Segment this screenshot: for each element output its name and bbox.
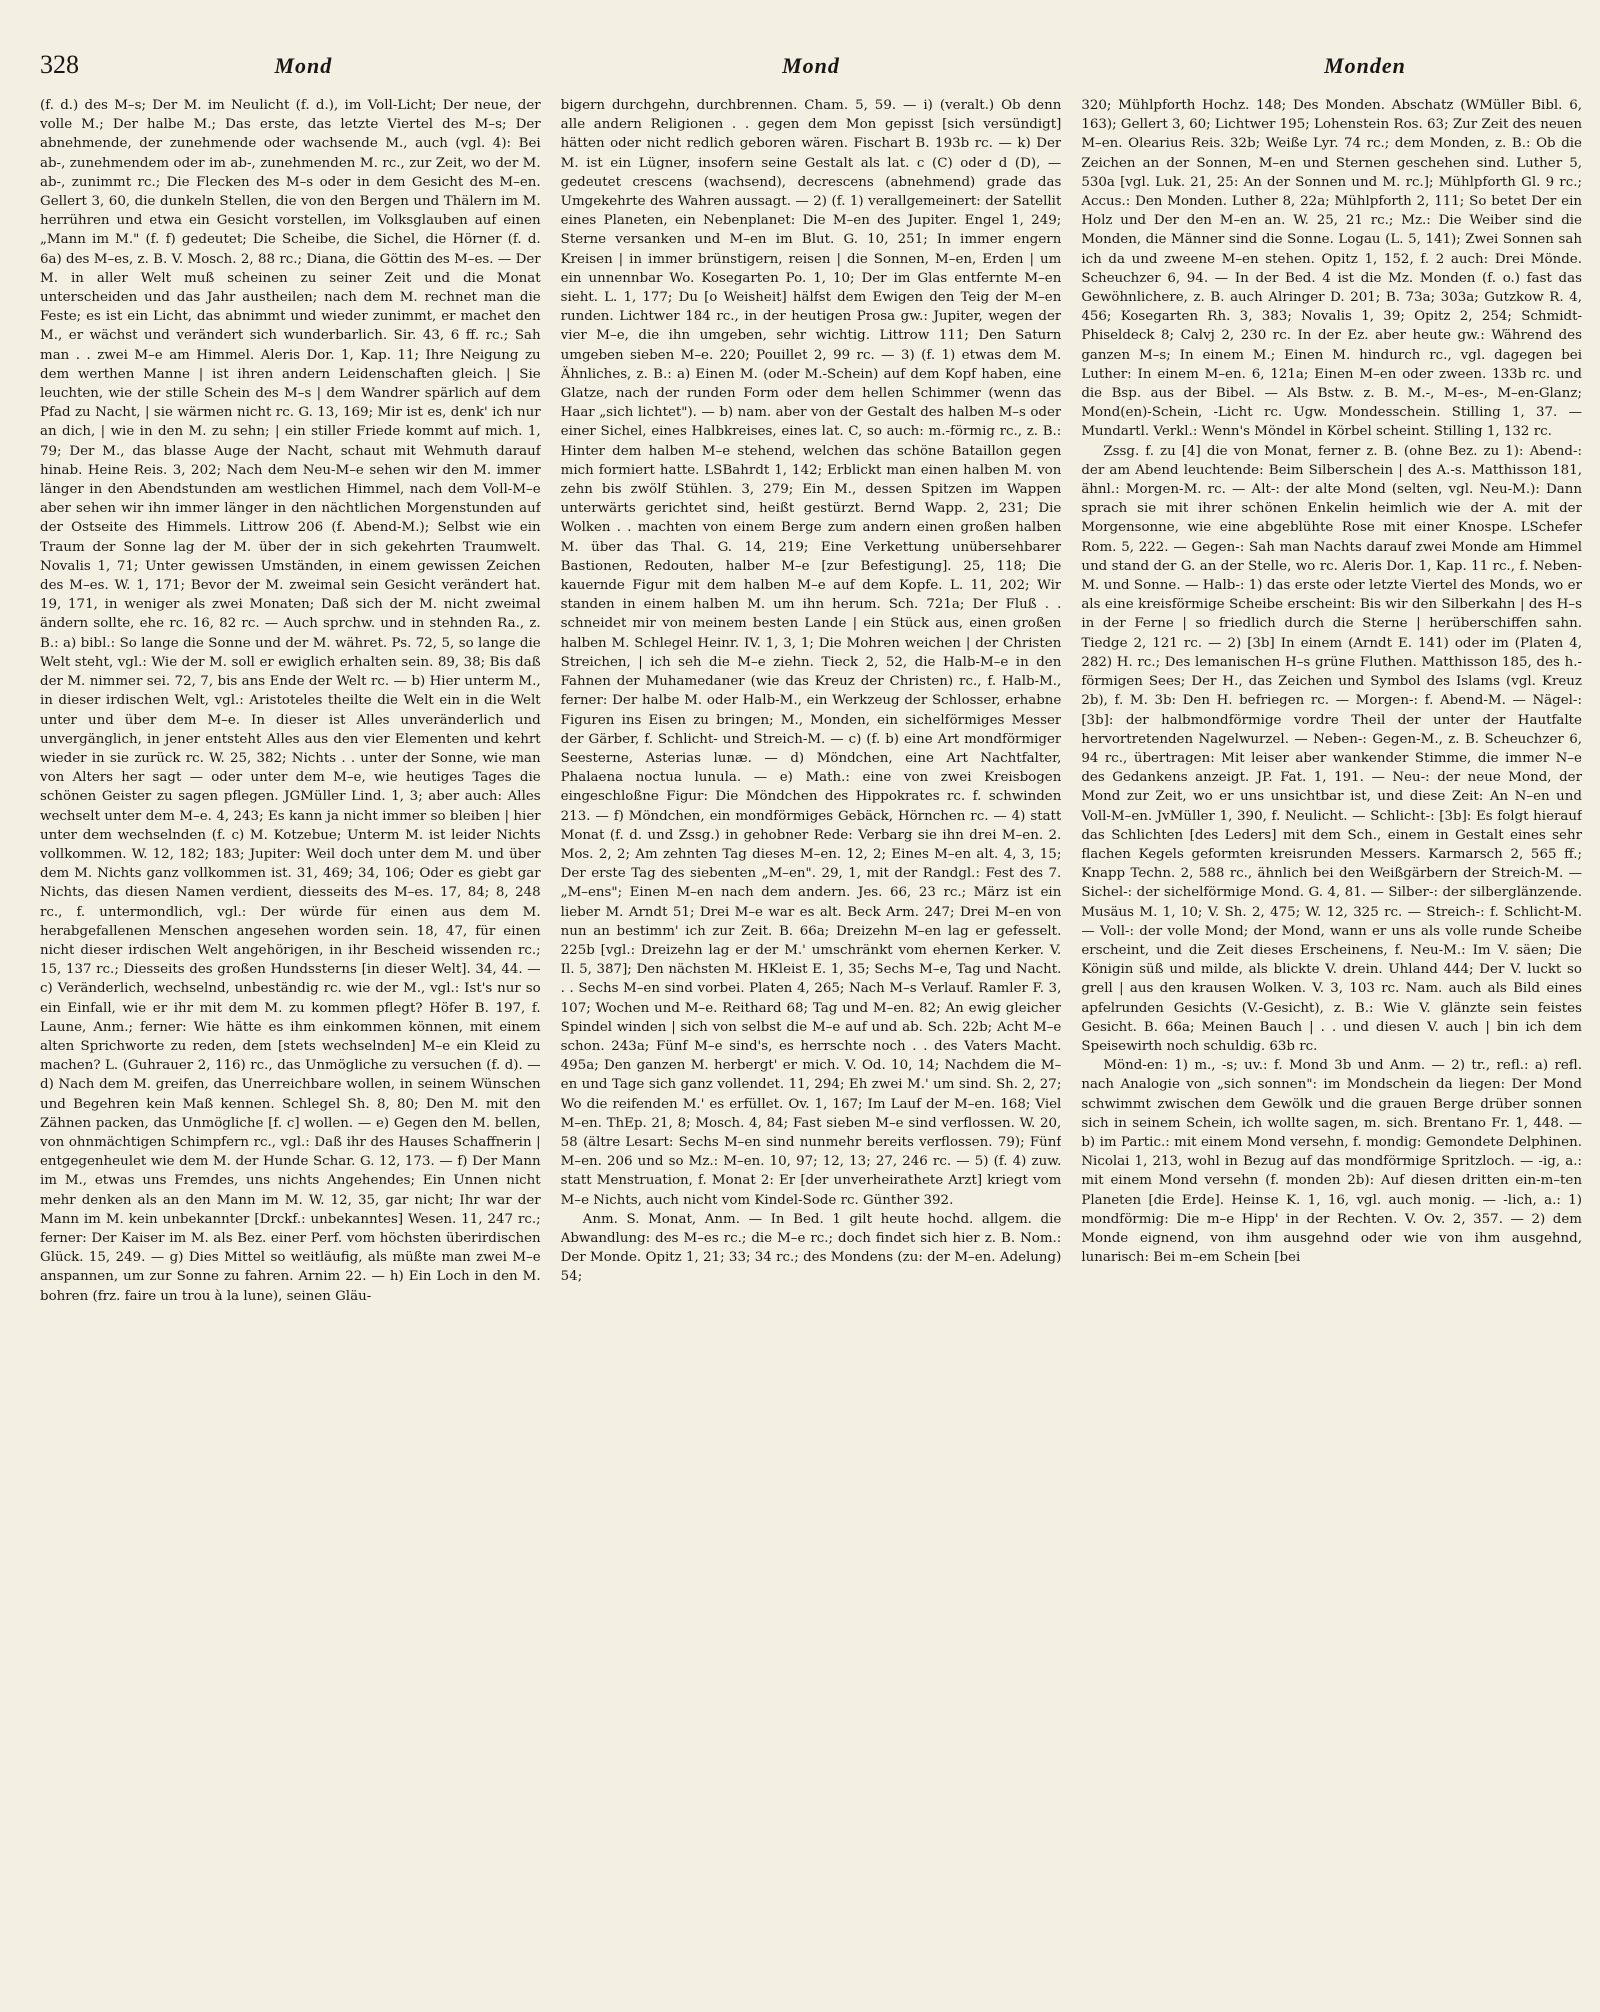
page-number: 328	[40, 50, 79, 79]
column-middle	[561, 96, 1062, 1996]
column-right	[1081, 96, 1582, 1996]
column-paragraph: 320; Mühlpforth Hochz. 148; Des Monden. Abschatz (WMüller Bibl. 6, 163); Gellert 3, 60; Lichtwer 195; Lohenstein Ros. 63; Zur Zeit des neuen M–en. Olearius Reis. 32b; Weiße Lyr. 74 rc.; dem Monden, z. B.: Ob die Zeichen an der Sonnen, M–en und Sternen geschehen sind. Luther 5, 530a [vgl. Luk. 21, 25: An der Sonnen und M. rc.]; Mühlpforth Gl. 9 rc.; Accus.: Den Monden. Luther 8, 22a; Mühlpforth 2, 111; So betet Der ein Holz und Der den M–en an. W. 25, 21 rc.; Mz.: Die Weiber sind die Monden, die Männer sind die Sonne. Logau (L. 5, 141); Zwei Sonnen sah ich da und zweene M–en stehen. Opitz 1, 152, f. 2 auch: Drei Mönde. Scheuchzer 6, 94. — In der Bed. 4 ist die Mz. Monden (f. o.) fast das Gewöhnlichere, z. B. auch Alringer D. 201; B. 73a; 303a; Gutzkow R. 4, 456; Kosegarten Rh. 3, 383; Novalis 1, 39; Opitz 2, 254; Schmidt-Phiseldeck 8; Calvj 2, 230 rc. In der Ez. aber heute gw.: Während des ganzen M–s; In einem M.; Einen M. hindurch rc., vgl. dagegen bei Luther: In einem M–en. 6, 121a; Einen M–en oder zween. 133b rc. und die Bsp. aus der Bibel. — Als Bstw. z. B. M.-, M–es-, M–en-Glanz; Mond(en)-Schein, -Licht rc. Ugw. Mondesschein. Stilling 1, 37. — Mundartl. Verkl.: Wenn's Möndel in Körbel scheint. Stilling 1, 132 rc.	[1081, 98, 1582, 440]
running-header	[40, 50, 1582, 96]
headword-right: Monden	[1324, 53, 1406, 78]
column-paragraph: (f. d.) des M–s; Der M. im Neulicht (f. d.), im Voll-Licht; Der neue, der volle M.; Der halbe M.; Das erste, das letzte Viertel des M–s; Der abnehmende, der zunehmende oder wachsende M., auch (vgl. 4): Bei ab-, zunehmendem oder im ab-, zunehmenden M. rc., zur Zeit, wo der M. ab-, zunimmt rc.; Die Flecken des M–s oder in dem Gesicht des M–en. Gellert 3, 60, die dunkeln Stellen, die von den Bergen und Thälern im M. herrühren und etwa ein Gesicht vorstellen, im Volksglauben auf einen „Mann im M." (f. f) gedeutet; Die Scheibe, die Sichel, die Hörner (f. d. 6a) des M–es, z. B. V. Mosch. 2, 88 rc.; Diana, die Göttin des M–es. — Der M. in aller Welt muß scheinen zu seiner Zeit und die Monat unterscheiden und das Jahr austheilen; nach dem M. rechnet man die Feste; es ist ein Licht, das abnimmt und wieder zunimmt, er machet den M., er wächst und verändert sich wunderbarlich. Sir. 43, 6 ff. rc.; Sah man . . zwei M–e am Himmel. Aleris Dor. 1, Kap. 11; Ihre Neigung zu dem werthen Manne | ist ihren andern Leidenschaften gleich. | Sie leuchten, wie der stille Schein des M–s | dem Wandrer spärlich auf dem Pfad zu Nacht, | sie wärmen nicht rc. G. 13, 169; Mir ist es, denk' ich nur an dich, | wie in den M. zu sehn; | ein stiller Friede kommt auf mich. 1, 79; Der M., das blasse Auge der Nacht, schaut mit Wehmuth darauf hinab. Heine Reis. 3, 202; Nach dem Neu-M–e sehen wir den M. immer länger in den Abendstunden am westlichen Himmel, nach dem Voll-M–e aber sehen wir ihn immer länger in den nächtlichen Morgenstunden auf der Ostseite des Himmels. Littrow 206 (f. Abend-M.); Selbst wie ein Traum der Sonne lag der M. über der in sich gekehrten Traumwelt. Novalis 1, 71; Unter gewissen Umständen, in einem gewissen Zeichen des M–es. W. 1, 171; Bevor der M. zweimal sein Gesicht verändert hat. 19, 171, in weniger als zwei Monaten; Daß sich der M. nicht zweimal ändern sollte, ehe rc. 16, 82 rc. — Auch sprchw. und in stehnden Ra., z. B.: a) bibl.: So lange die Sonne und der M. währet. Ps. 72, 5, so lange die Welt steht, vgl.: Wie der M. soll er ewiglich erhalten sein. 89, 38; Bis daß der M. nimmer sei. 72, 7, bis ans Ende der Welt rc. — b) Hier unterm M., in dieser irdischen Welt, vgl.: Aristoteles theilte die Welt ein in die Welt unter und über dem M–e. In dieser ist Alles unveränderlich und unvergänglich, in jener entsteht Alles aus den vier Elementen und kehrt wieder in sie zurück rc. W. 25, 382; Nichts . . unter der Sonne, wie man von Alters her sagt — oder unter dem M–e, wie heutiges Tages die schönen Geister zu sagen pflegen. JGMüller Lind. 1, 3; aber auch: Alles wechselt unter dem M–e. 4, 243; Es kann ja nicht immer so bleiben | hier unter dem wechselnden (f. c) M. Kotzebue; Unterm M. ist leider Nichts vollkommen. W. 12, 182; 183; Jupiter: Weil doch unter dem M. und über dem M. Nichts ganz vollkommen ist. 31, 469; 34, 106; Oder es giebt gar Nichts, das diesen Namen verdient, diesseits des M–es. 17, 84; 8, 248 rc., f. untermondlich, vgl.: Der würde für einen aus dem M. herabgefallenen Menschen angesehen worden sein. 18, 47, für einen nicht dieser irdischen Welt angehörigen, in ihr Bescheid wissenden rc.; 15, 137 rc.; Diesseits des großen Hundssterns [in dieser Welt]. 34, 44. — c) Veränderlich, wechselnd, unbeständig rc. wie der M., vgl.: Ist's nur so ein Einfall, wie er ihr mit dem M. zu kommen pflegt? Höfer B. 197, f. Laune, Anm.; ferner: Wie hätte es ihm einkommen können, mit einem alten Sprichworte zu reden, dem [stets wechselnden] M–e ein Kleid zu machen? L. (Guhrauer 2, 116) rc., das Unmögliche zu versuchen (f. d). — d) Nach dem M. greifen, das Unerreichbare wollen, in seinem Wünschen und Begehren kein Maß kennen. Schlegel Sh. 8, 80; Den M. mit den Zähnen packen, das Unmögliche [f. c] wollen. — e) Gegen den M. bellen, von ohnmächtigen Schimpfern rc., vgl.: Daß ihr des Hauses Schaffnerin | entgegenheulet wie dem M. der Hunde Schar. G. 12, 173. — f) Der Mann im M., etwas uns Fremdes, uns nichts Angehendes; Ein Unnen nicht mehr denken als an den Mann im M. W. 12, 35, gar nicht; Ihr war der Mann im M. kein unbekannter [Drckf.: unbekanntes] Wesen. 11, 247 rc.; ferner: Der Kaiser im M. als Bez. einer Perf. vom höchsten überirdischen Glück. 15, 249. — g) Dies Mittel so weitläufig, als müßte man zwei M–e anspannen, um zur Sonne zu fahren. Arnim 22. — h) Ein Loch in den M. bohren (frz. faire un trou à la lune), seinen Gläu-	[40, 98, 541, 1304]
text-columns	[40, 96, 1582, 1996]
column-left	[40, 96, 541, 1996]
headword-left: Mond	[274, 53, 333, 78]
column-paragraph: Anm. S. Monat, Anm. — In Bed. 1 gilt heute hochd. allgem. die Abwandlung: des M–es rc.; die M–e rc.; doch findet sich hier z. B. Nom.: Der Monde. Opitz 1, 21; 33; 34 rc.; des Mondens (zu: der M–en. Adelung) 54;	[560, 1211, 1062, 1285]
headword-center: Mond	[782, 53, 840, 78]
column-paragraph: bigern durchgehn, durchbrennen. Cham. 5, 59. — i) (veralt.) Ob denn alle andern Religionen . . gegen dem Mon gepisst [sich versündigt] hätten oder nicht redlich geboren wären. Fischart B. 193b rc. — k) Der M. ist ein Lügner, insofern seine Gestalt als lat. c (C) oder d (D), — gedeutet crescens (wachsend), decrescens (abnehmend) grade das Umgekehrte des Wahren aussagt. — 2) (f. 1) verallgemeinert: der Satellit eines Planeten, ein Nebenplanet: Die M–en des Jupiter. Engel 1, 249; Sterne versanken und M–en im Blut. G. 10, 251; In immer engern Kreisen | in immer brünstigern, reisen | die Sonnen, M–en, Erden | um ein unnennbar Wo. Kosegarten Po. 1, 10; Der im Glas entfernte M–en sieht. L. 1, 177; Du [o Weisheit] hälfst dem Ewigen den Teig der M–en runden. Lichtwer 184 rc., in der heutigen Prosa gw.: Jupiter, wegen der vier M–e, die ihn umgeben, sehr wichtig. Littrow 111; Den Saturn umgeben sieben M–e. 220; Pouillet 2, 99 rc. — 3) (f. 1) etwas dem M. Ähnliches, z. B.: a) Einen M. (oder M.-Schein) auf dem Kopf haben, eine Glatze, nach der runden Form oder dem hellen Schimmer (wenn das Haar „sich lichtet"). — b) nam. aber von der Gestalt des halben M–s oder einer Sichel, eines Halbkreises, eines lat. C, so auch: m.-förmig rc., z. B.: Hinter dem halben M–e stehend, welchen das schöne Bataillon gegen mich formiert hatte. LSBahrdt 1, 142; Erblickt man einen halben M. von zehn bis zwölf Stühlen. 3, 279; Ein M., dessen Spitzen im Wappen unterwärts gerichtet sind, heißt gestürzt. Bernd Wapp. 2, 231; Die Wolken . . machten von einem Berge zum andern einen großen halben M. über das Thal. G. 14, 219; Eine Verkettung unübersehbarer Bastionen, Redouten, halber M–e [zur Befestigung]. 25, 118; Die kauernde Figur mit dem halben M–e auf dem Kopfe. L. 11, 202; Wir standen in einem halben M. um ihn herum. Sch. 721a; Der Fluß . . schneidet mir von meinem besten Lande | ein Stück aus, einen großen halben M. Schlegel Heinr. IV. 1, 3, 1; Die Mohren weichen | der Christen Streichen, | ich seh die M–e ziehn. Tieck 2, 52, die Halb-M–e in den Fahnen der Muhamedaner (wie das Kreuz der Christen) rc., f. Halb-M., ferner: Der halbe M. oder Halb-M., ein Werkzeug der Schlosser, erhabne Figuren ins Eisen zu bringen; M., Monden, ein sichelförmiges Messer der Gärber, f. Schlicht- und Streich-M. — c) (f. b) eine Art mondförmiger Seesterne, Asterias lunæ. — d) Möndchen, eine Art Nachtfalter, Phalaena noctua lunula. — e) Math.: eine von zwei Kreisbogen eingeschloßne Figur: Die Möndchen des Hippokrates rc. f. schwinden 213. — f) Möndchen, ein mondförmiges Gebäck, Hörnchen rc. — 4) statt Monat (f. d. und Zssg.) in gehobner Rede: Verbarg sie ihn drei M–en. 2. Mos. 2, 2; Am zehnten Tag dieses M–en. 12, 2; Eines M–en alt. 4, 3, 15; Der erste Tag des siebenten „M–en". 29, 1, mit der Randgl.: Fest des 7. „M–ens"; Einen M–en nach dem andern. Jes. 66, 23 rc.; März ist ein lieber M. Arndt 51; Drei M–e war es alt. Beck Arm. 247; Drei M–en von nun an bestimm' ich zur Zeit. B. 66a; Dreizehn M–en lag er gefesselt. 225b [vgl.: Dreizehn lag er der M.' umschränkt vom ehernen Kerker. V. Il. 5, 387]; Den nächsten M. HKleist E. 1, 35; Sechs M–e, Tag und Nacht. . . Sechs M–en sind vorbei. Platen 4, 265; Nach M–s Verlauf. Ramler F. 3, 107; Wochen und M–e. Reithard 68; Tag und M–en. 82; An ewig gleicher Spindel winden | sich von selbst die M–e auf und ab. Sch. 22b; Acht M–e schon. 243a; Fünf M–e sind's, es herrschte noch . . des Vaters Macht. 495a; Den ganzen M. herbergt' er mich. V. Od. 10, 14; Nachdem die M–en und Tage sich ganz vollendet. 11, 294; Eh zwei M.' um sind. Sh. 2, 27; Wo die reifenden M.' es erfüllet. Ov. 1, 167; Im Lauf der M–en. 168; Viel M–en. ThEp. 21, 8; Mosch. 4, 84; Fast sieben M–e sind verflossen. W. 20, 58 (ältre Lesart: Sechs M–en sind nunmehr bereits verflossen. 79); Fünf M–en. 206 und so Mz.: M–en. 10, 97; 12, 13; 27, 246 rc. — 5) (f. 4) zuw. statt Menstruation, f. Monat 2: Er [der unverheirathete Arzt] kriegt vom M–e Nichts, auch nicht vom Kindel-Sode rc. Günther 392.	[560, 98, 1062, 1208]
column-paragraph: Zssg. f. zu [4] die von Monat, ferner z. B. (ohne Bez. zu 1): Abend-: der am Abend leuchtende: Beim Silberschein | des A.-s. Matthisson 181, ähnl.: Morgen-M. rc. — Alt-: der alte Mond (selten, vgl. Neu-M.): Dann sprach sie mit ihrer schönen Enkelin heimlich wie der A. mit der Morgensonne, wie eine abgeblühte Rose mit einer Knospe. LSchefer Rom. 5, 222. — Gegen-: Sah man Nachts darauf zwei Monde am Himmel und stand der G. an der Stelle, wo rc. Aleris Dor. 1, Kap. 11 rc., f. Neben-M. und Sonne. — Halb-: 1) das erste oder letzte Viertel des Monds, wo er als eine kreisförmige Scheibe erscheint: Bis wir den Silberkahn | des H–s in der Ferne | so friedlich durch die Sterne | herüberschiffen sahn. Tiedge 2, 121 rc. — 2) [3b] In einem (Arndt E. 141) oder im (Platen 4, 282) H. rc.; Des lemanischen H–s grüne Fluthen. Matthisson 185, des h.-förmigen Sees; Der H., das Zeichen und Symbol des Islams (vgl. Kreuz 2b), f. M. 3b: Den H. befriegen rc. — Morgen-: f. Abend-M. — Nägel-: [3b]: der halbmondförmige vordre Theil der unter der Hautfalte hervortretenden Nagelwurzel. — Neben-: Gegen-M., z. B. Scheuchzer 6, 94 rc., übertragen: Mit leiser aber wankender Stimme, die immer N–e des Gedankens anzeigt. JP. Fat. 1, 191. — Neu-: der neue Mond, der Mond zur Zeit, wo er uns unsichtbar ist, und diese Zeit: An N–en und Voll-M–en. JvMüller 1, 390, f. Neulicht. — Schlicht-: [3b]: Es folgt hierauf das Schlichten [des Leders] mit dem Sch., einem in Gestalt eines sehr flachen Kegels geformten kreisrunden Messers. Karmarsch 2, 565 ff.; Knapp Techn. 2, 588 rc., ähnlich bei den Weißgärbern der Streich-M. — Sichel-: der sichelförmige Mond. G. 4, 81. — Silber-: der silberglänzende. Musäus M. 1, 10; V. Sh. 2, 475; W. 12, 325 rc. — Streich-: f. Schlicht-M. — Voll-: der volle Mond; der Mond, wann er uns als volle runde Scheibe erscheint, und die Zeit dieses Erscheinens, f. Neu-M.: Im V. säen; Die Königin süß und milde, als blickte V. drein. Uhland 444; Der V. luckt so grell | aus den krausen Wolken. V. 3, 103 rc. Nam. auch als Bild eines apfelrunden Gesichts (V.-Gesicht), z. B.: Wie V. glänzte sein feistes Gesicht. B. 66a; Meinen Bauch | . . und diesen V. auch | bin ich dem Speisewirth noch schuldig. 63b rc.	[1081, 443, 1582, 1054]
column-paragraph: Mönd-en: 1) m., -s; uv.: f. Mond 3b und Anm. — 2) tr., refl.: a) refl. nach Analogie von „sich sonnen": im Mondschein da liegen: Der Mond schwimmt zwischen dem Gewölk und die grauen Berge drüber sonnen sich in seinem Schein, ich wollte sagen, m. sich. Brentano Fr. 1, 448. — b) im Partic.: mit einem Mond versehn, f. mondig: Gemondete Delphinen. Nicolai 1, 213, wohl in Bezug auf das mondförmige Spritzloch. — -ig, a.: mit einem Mond versehn (f. monden 2b): Auf diesen dritten ein-m–ten Planeten [die Erde]. Heinse K. 1, 16, vgl. auch monig. — -lich, a.: 1) mondförmig: Die m–e Hipp' in der Rechten. V. Ov. 2, 357. — 2) dem Monde eignend, von ihm ausgehnd oder wie von ihm ausgehnd, lunarisch: Bei m–em Schein [bei	[1081, 1058, 1582, 1266]
